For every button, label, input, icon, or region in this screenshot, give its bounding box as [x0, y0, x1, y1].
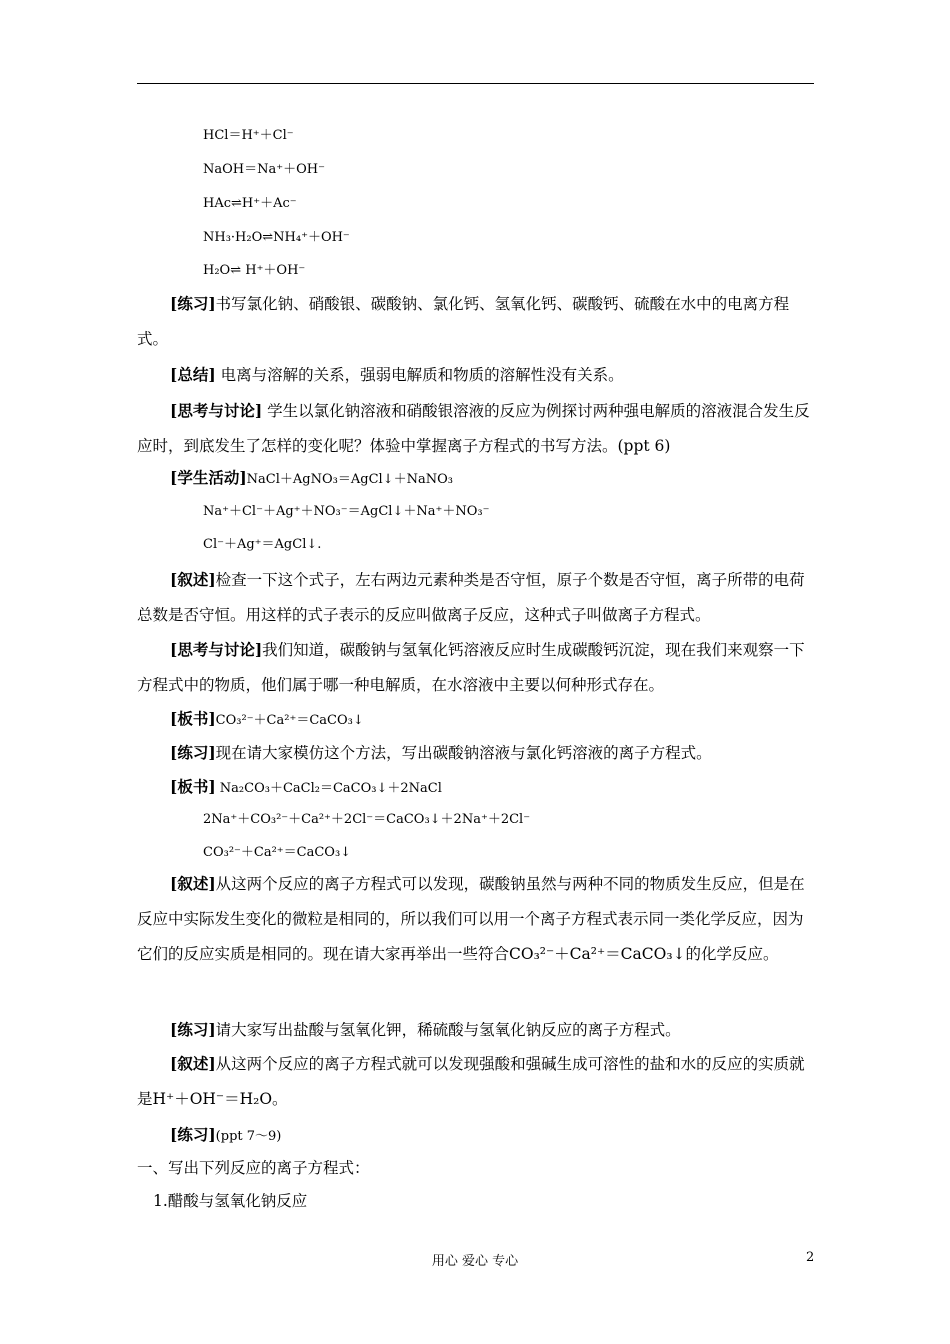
- paragraph-narration-1: [137, 562, 814, 633]
- paragraph-exercise-4: [170, 1125, 281, 1147]
- equation-hcl: HCl＝H⁺＋Cl⁻: [203, 128, 294, 143]
- paragraph-exercise-1: [137, 286, 814, 357]
- label: [练习]: [170, 1125, 216, 1144]
- label: [练习]: [170, 294, 216, 313]
- paragraph-narration-2: [137, 866, 814, 972]
- paragraph-discussion-2: [137, 632, 814, 703]
- paragraph-exercise-2: [170, 743, 712, 763]
- label: [学生活动]: [170, 468, 247, 487]
- paragraph-exercise-3: [170, 1020, 681, 1040]
- text: 电离与溶解的关系，强弱电解质和物质的溶解性没有关系。: [215, 366, 624, 384]
- text: 现在请大家模仿这个方法，写出碳酸钠溶液与氯化钙溶液的离子方程式。: [215, 744, 712, 762]
- label: [板书]: [170, 777, 216, 796]
- paragraph-board-1: [170, 709, 364, 731]
- text: 从这两个反应的离子方程式可以发现，碳酸钠虽然与两种不同的物质发生反应，但是在反应中实际发生变化的微粒是相同的，所以我们可以用一个离子方程式表示同一类化学反应，因为它们的反应实质是相同的。现在请大家再举出一些符合CO₃²⁻＋Ca²⁺＝CaCO₃↓的化学反应。: [137, 875, 805, 963]
- equation-naoh: NaOH＝Na⁺＋OH⁻: [203, 162, 325, 177]
- equation-h2o: H₂O⇌ H⁺＋OH⁻: [203, 263, 306, 278]
- text: 我们知道，碳酸钠与氢氧化钙溶液反应时生成碳酸钙沉淀，现在我们来观察一下方程式中的物质，他们属于哪一种电解质，在水溶液中主要以何种形式存在。: [137, 641, 805, 694]
- text: 检查一下这个式子，左右两边元素种类是否守恒，原子个数是否守恒，离子所带的电荷总数是否守恒。用这样的式子表示的反应叫做离子反应，这种式子叫做离子方程式。: [137, 571, 805, 624]
- paragraph-discussion-1: [137, 393, 814, 464]
- text: 从这两个反应的离子方程式就可以发现强酸和强碱生成可溶性的盐和水的反应的实质就是H⁺＋OH⁻＝H₂O。: [137, 1055, 805, 1108]
- label: [叙述]: [170, 1054, 216, 1073]
- paragraph-board-2: [170, 777, 442, 799]
- equation-carbonate-net: CO₃²⁻＋Ca²⁺＝CaCO₃↓: [203, 845, 352, 860]
- label: [练习]: [170, 743, 216, 762]
- equation-ionic-net: Cl⁻＋Ag⁺＝AgCl↓.: [203, 537, 322, 552]
- paragraph-student-activity: [170, 468, 453, 490]
- text: Na₂CO₃＋CaCl₂＝CaCO₃↓＋2NaCl: [215, 781, 442, 796]
- label: [思考与讨论]: [170, 640, 263, 659]
- text: (ppt 7～9): [215, 1129, 282, 1144]
- text: 学生以氯化钠溶液和硝酸银溶液的反应为例探讨两种强电解质的溶液混合发生反应时，到底发生了怎样的变化呢？体验中掌握离子方程式的书写方法。(ppt 6): [137, 402, 810, 455]
- text: 书写氯化钠、硝酸银、碳酸钠、氯化钙、氢氧化钙、碳酸钙、硫酸在水中的电离方程式。: [137, 295, 790, 348]
- paragraph-narration-3: [137, 1046, 814, 1117]
- page-footer: 用心 爱心 专心: [431, 1254, 519, 1269]
- equation-carbonate-full: 2Na⁺＋CO₃²⁻＋Ca²⁺＋2Cl⁻＝CaCO₃↓＋2Na⁺＋2Cl⁻: [203, 812, 531, 827]
- page-number: 2: [806, 1250, 815, 1265]
- label: [思考与讨论]: [170, 401, 263, 420]
- label: [练习]: [170, 1020, 216, 1039]
- text: CO₃²⁻＋Ca²⁺＝CaCO₃↓: [215, 713, 364, 728]
- text: NaCl＋AgNO₃＝AgCl↓＋NaNO₃: [246, 472, 453, 487]
- equation-hac: HAc⇌H⁺＋Ac⁻: [203, 196, 297, 211]
- text: 请大家写出盐酸与氢氧化钾，稀硫酸与氢氧化钠反应的离子方程式。: [215, 1021, 681, 1039]
- label: [板书]: [170, 709, 216, 728]
- label: [叙述]: [170, 570, 216, 589]
- equation-ionic-full: Na⁺＋Cl⁻＋Ag⁺＋NO₃⁻＝AgCl↓＋Na⁺＋NO₃⁻: [203, 504, 490, 519]
- list-item: 1.醋酸与氢氧化钠反应: [153, 1192, 308, 1210]
- label: [总结]: [170, 365, 216, 384]
- paragraph-summary: [137, 357, 814, 393]
- label: [叙述]: [170, 874, 216, 893]
- header-rule: [137, 83, 814, 84]
- equation-nh3: NH₃·H₂O⇌NH₄⁺＋OH⁻: [203, 230, 350, 245]
- section-heading: 一、写出下列反应的离子方程式：: [137, 1159, 370, 1177]
